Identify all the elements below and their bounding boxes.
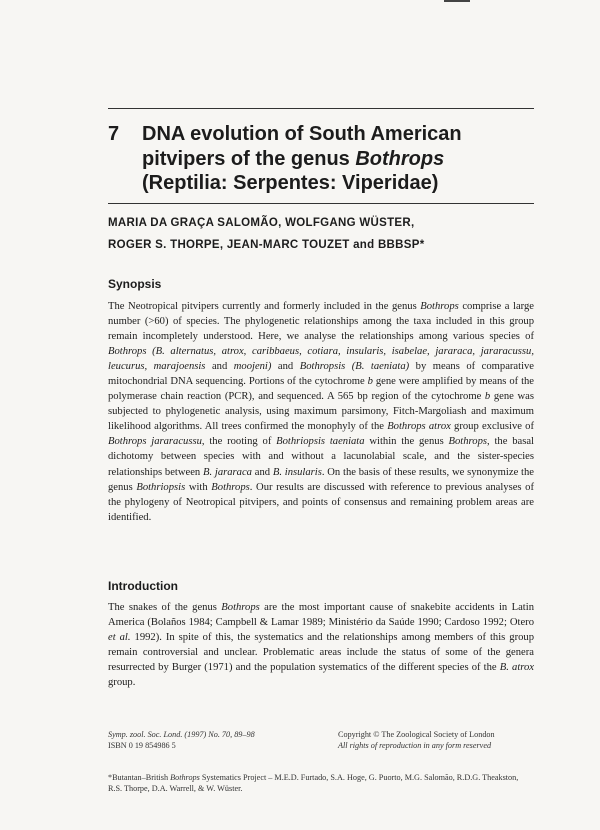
copyright-line: Copyright © The Zoological Society of London bbox=[338, 730, 495, 739]
chapter-title bbox=[142, 122, 552, 196]
author-footnote: *Butantan–British Bothrops Systematics Project – M.E.D. Furtado, S.A. Hoge, G. Puorto, M.G. Salomão, R.D.G. Theakston, R.S. Thorpe, D.A. Warrell, & W. Wüster. bbox=[108, 773, 519, 793]
chapter-number: 7 bbox=[108, 123, 120, 145]
introduction-heading: Introduction bbox=[108, 579, 178, 593]
rights-line: All rights of reproduction in any form reserved bbox=[338, 741, 492, 750]
top-rule bbox=[108, 108, 534, 109]
title-line-1: DNA evolution of South American bbox=[142, 123, 462, 145]
title-line-2: pitvipers of the genus Bothrops bbox=[142, 147, 445, 170]
authors-line-1: MARIA DA GRAÇA SALOMÃO, WOLFGANG WÜSTER, bbox=[108, 217, 415, 229]
corner-mark bbox=[444, 0, 470, 2]
synopsis-heading: Synopsis bbox=[108, 277, 162, 291]
citation-footer bbox=[108, 729, 255, 751]
synopsis-paragraph: The Neotropical pitvipers currently and formerly included in the genus Bothrops comprise a large number (>60) of species. The phylogenetic relationships among the taxa included in this group remain incompletely understood. Here, we analyse the relationships among various species of Bothrops (B. alternatus, atrox, caribbaeus, cotiara, insularis, isabelae, jararaca, jararacussu, leucurus, marajoensis and moojeni) and Bothropsis (B. taeniata) by means of comparative mitochondrial DNA sequencing. Portions of the cytochrome b gene were amplified by means of the polymerase chain reaction (PCR), and sequenced. A 565 bp region of the cytochrome b gene was subjected to phylogenetic analysis, using maximum parsimony, Fitch-Margoliash and maximum likelihood algorithms. All trees confirmed the monophyly of the Bothrops atrox group exclusive of Bothrops jararacussu, the rooting of Bothriopsis taeniata within the genus Bothrops, the basal dichotomy between species with and without a lacunolabial scale, and the sister-species relationships between B. jararaca and B. insularis. On the basis of these results, we synonymize the genus Bothriopsis with Bothrops. Our results are discussed with reference to previous analyses of the phylogeny of Neotropical pitvipers, and points of consensus and remaining problem areas are identified. bbox=[108, 301, 535, 523]
authors-line-2: ROGER S. THORPE, JEAN-MARC TOUZET and BBBSP* bbox=[108, 239, 425, 251]
title-line-3: (Reptilia: Serpentes: Viperidae) bbox=[142, 172, 439, 194]
isbn-line: ISBN 0 19 854986 5 bbox=[108, 741, 176, 750]
introduction-paragraph: The snakes of the genus Bothrops are the most important cause of snakebite accidents in Latin America (Bolaños 1984; Campbell & Lamar 1989; Ministério da Saúde 1990; Cardoso 1992; Otero et al. 1992). In spite of this, the systematics and the relationships among members of this group remain controversial and unclear. Problematic areas include the status of some of the genera resurrected by Burger (1971) and the population systematics of the different species of the B. atrox group. bbox=[108, 602, 535, 689]
title-rule bbox=[108, 203, 534, 204]
author-list bbox=[108, 212, 538, 256]
copyright-footer bbox=[338, 729, 495, 751]
citation-line: Symp. zool. Soc. Lond. (1997) No. 70, 89–98 bbox=[108, 730, 255, 739]
